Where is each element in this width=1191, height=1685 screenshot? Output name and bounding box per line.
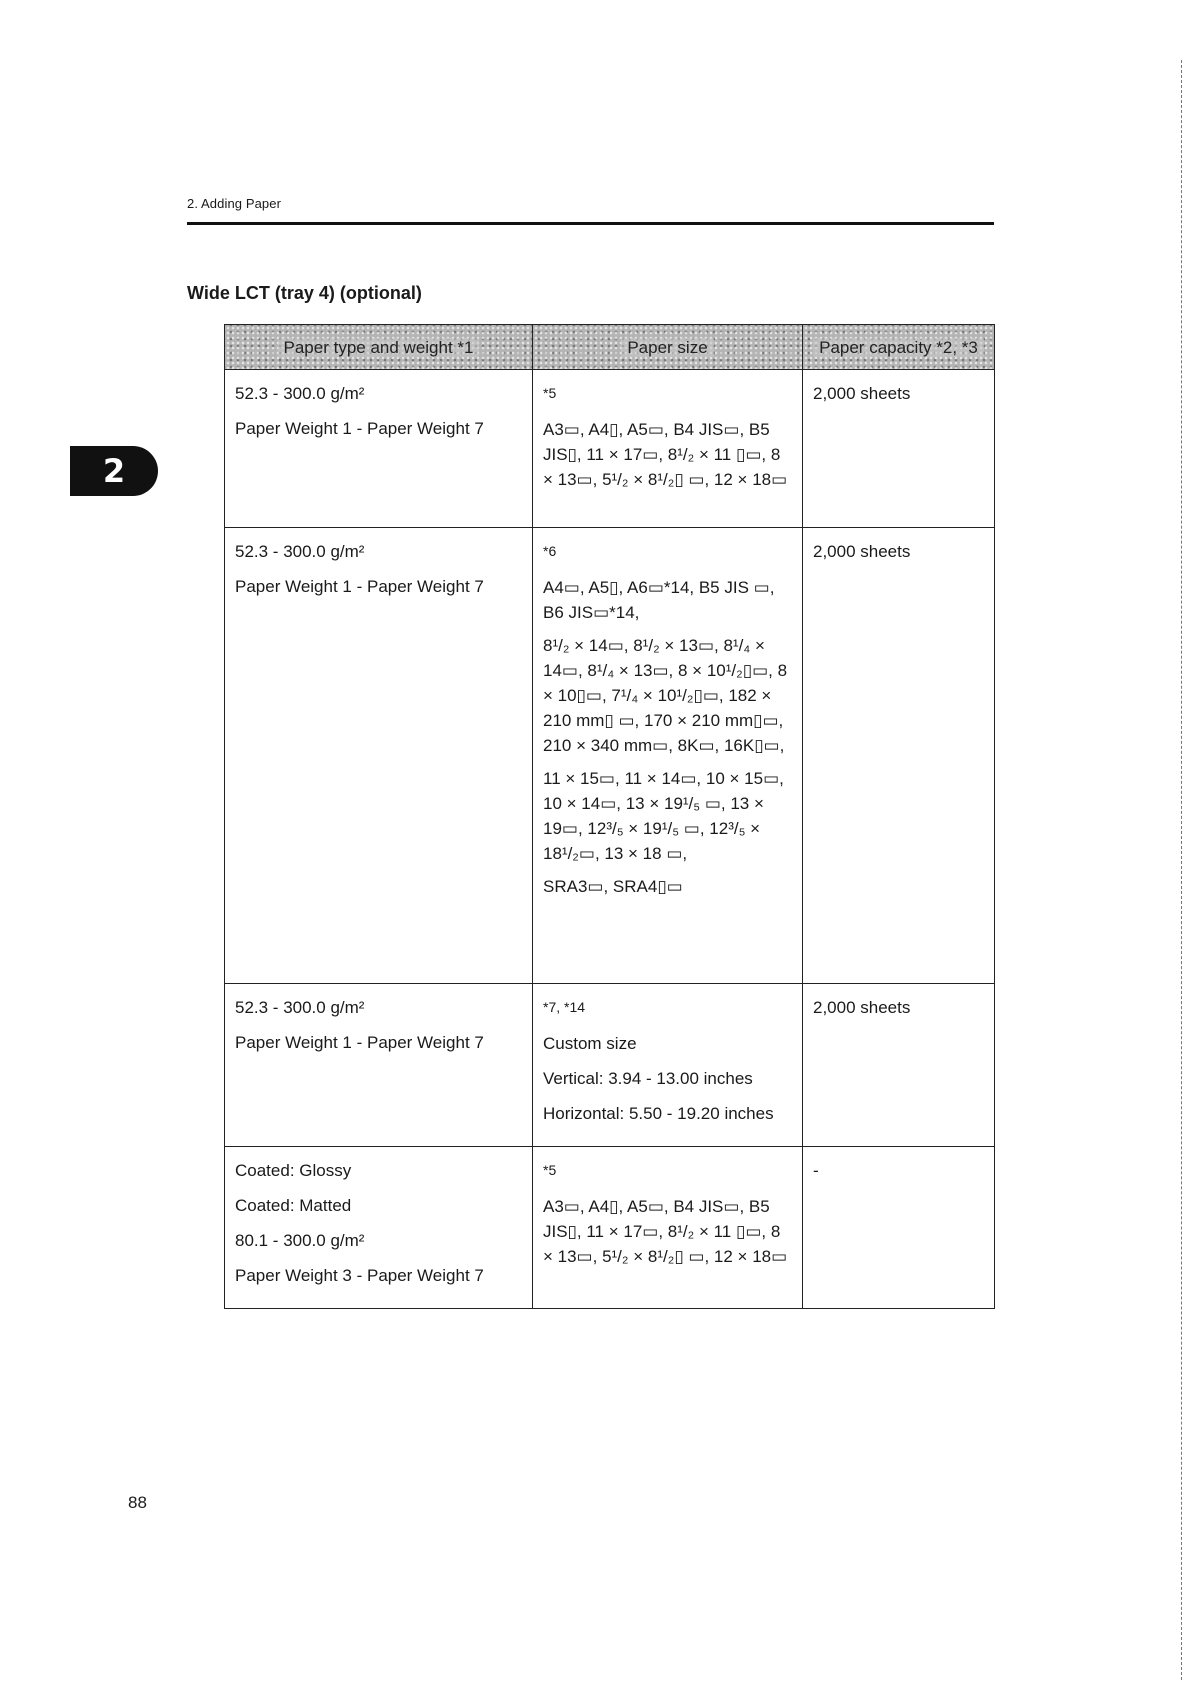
size-list: A3▭, A4▯, A5▭, B4 JIS▭, B5 JIS▯, 11 × 17▭, 8¹/₂ × 11 ▯▭, 8 × 13▭, 5¹/₂ × 8¹/₂▯ ▭, 12 × 18▭ bbox=[543, 1197, 788, 1266]
custom-size-line: Horizontal: 5.50 - 19.20 inches bbox=[543, 1104, 774, 1123]
type-line: Paper Weight 3 - Paper Weight 7 bbox=[235, 1266, 484, 1285]
size-list: A3▭, A4▯, A5▭, B4 JIS▭, B5 JIS▯, 11 × 17▭, 8¹/₂ × 11 ▯▭, 8 × 13▭, 5¹/₂ × 8¹/₂▯ ▭, 12 × 18▭ bbox=[543, 420, 788, 489]
capacity-value: 2,000 sheets bbox=[813, 384, 911, 403]
scan-edge-line bbox=[1181, 60, 1182, 1680]
table-row bbox=[225, 528, 995, 984]
size-note: *7, *14 bbox=[543, 999, 586, 1015]
size-note: *5 bbox=[543, 385, 557, 401]
type-line: 52.3 - 300.0 g/m² bbox=[235, 998, 365, 1017]
column-header-size: Paper size bbox=[533, 325, 803, 370]
capacity-cell bbox=[803, 1147, 995, 1309]
type-line: 52.3 - 300.0 g/m² bbox=[235, 384, 365, 403]
column-header-type: Paper type and weight *1 bbox=[225, 325, 533, 370]
header-rule bbox=[187, 222, 994, 225]
type-line: Paper Weight 1 - Paper Weight 7 bbox=[235, 577, 484, 596]
chapter-tab: 2 bbox=[70, 446, 158, 496]
type-line: Paper Weight 1 - Paper Weight 7 bbox=[235, 1033, 484, 1052]
size-cell bbox=[533, 984, 803, 1147]
type-cell bbox=[225, 1147, 533, 1309]
size-note: *5 bbox=[543, 1162, 557, 1178]
custom-size-line: Vertical: 3.94 - 13.00 inches bbox=[543, 1069, 753, 1088]
type-cell bbox=[225, 984, 533, 1147]
size-list: 11 × 15▭, 11 × 14▭, 10 × 15▭, 10 × 14▭, 13 × 19¹/₅ ▭, 13 × 19▭, 12³/₅ × 19¹/₅ ▭, 12³/₅ × 18¹/₂▭, 13 × 18 ▭, bbox=[543, 769, 784, 863]
capacity-cell bbox=[803, 370, 995, 528]
type-cell bbox=[225, 370, 533, 528]
table-header-row bbox=[225, 325, 995, 370]
size-cell bbox=[533, 1147, 803, 1309]
size-list: A4▭, A5▯, A6▭*14, B5 JIS ▭, B6 JIS▭*14, bbox=[543, 578, 775, 622]
size-cell bbox=[533, 528, 803, 984]
type-line: 80.1 - 300.0 g/m² bbox=[235, 1231, 365, 1250]
capacity-cell bbox=[803, 528, 995, 984]
size-note: *6 bbox=[543, 543, 557, 559]
capacity-value: - bbox=[813, 1161, 819, 1180]
type-line: Paper Weight 1 - Paper Weight 7 bbox=[235, 419, 484, 438]
capacity-value: 2,000 sheets bbox=[813, 998, 911, 1017]
column-header-capacity: Paper capacity *2, *3 bbox=[803, 325, 995, 370]
type-line: 52.3 - 300.0 g/m² bbox=[235, 542, 365, 561]
section-title: Wide LCT (tray 4) (optional) bbox=[187, 283, 422, 303]
capacity-value: 2,000 sheets bbox=[813, 542, 911, 561]
paper-spec-table bbox=[224, 324, 995, 1309]
table-row bbox=[225, 984, 995, 1147]
type-line: Coated: Glossy bbox=[235, 1161, 352, 1180]
type-cell bbox=[225, 528, 533, 984]
type-line: Coated: Matted bbox=[235, 1196, 352, 1215]
capacity-cell bbox=[803, 984, 995, 1147]
table-row bbox=[225, 1147, 995, 1309]
size-list: SRA3▭, SRA4▯▭ bbox=[543, 877, 683, 896]
table-row bbox=[225, 370, 995, 528]
custom-size-line: Custom size bbox=[543, 1034, 637, 1053]
running-head: 2. Adding Paper bbox=[187, 196, 282, 211]
size-cell bbox=[533, 370, 803, 528]
size-list: 8¹/₂ × 14▭, 8¹/₂ × 13▭, 8¹/₄ × 14▭, 8¹/₄ × 13▭, 8 × 10¹/₂▯▭, 8 × 10▯▭, 7¹/₄ × 10¹/₂▯▭, 182 × 210 mm▯ ▭, 170 × 210 mm▯▭, 210 × 340 mm▭, 8K▭, 16K▯▭, bbox=[543, 636, 788, 755]
page-number: 88 bbox=[128, 1493, 147, 1512]
